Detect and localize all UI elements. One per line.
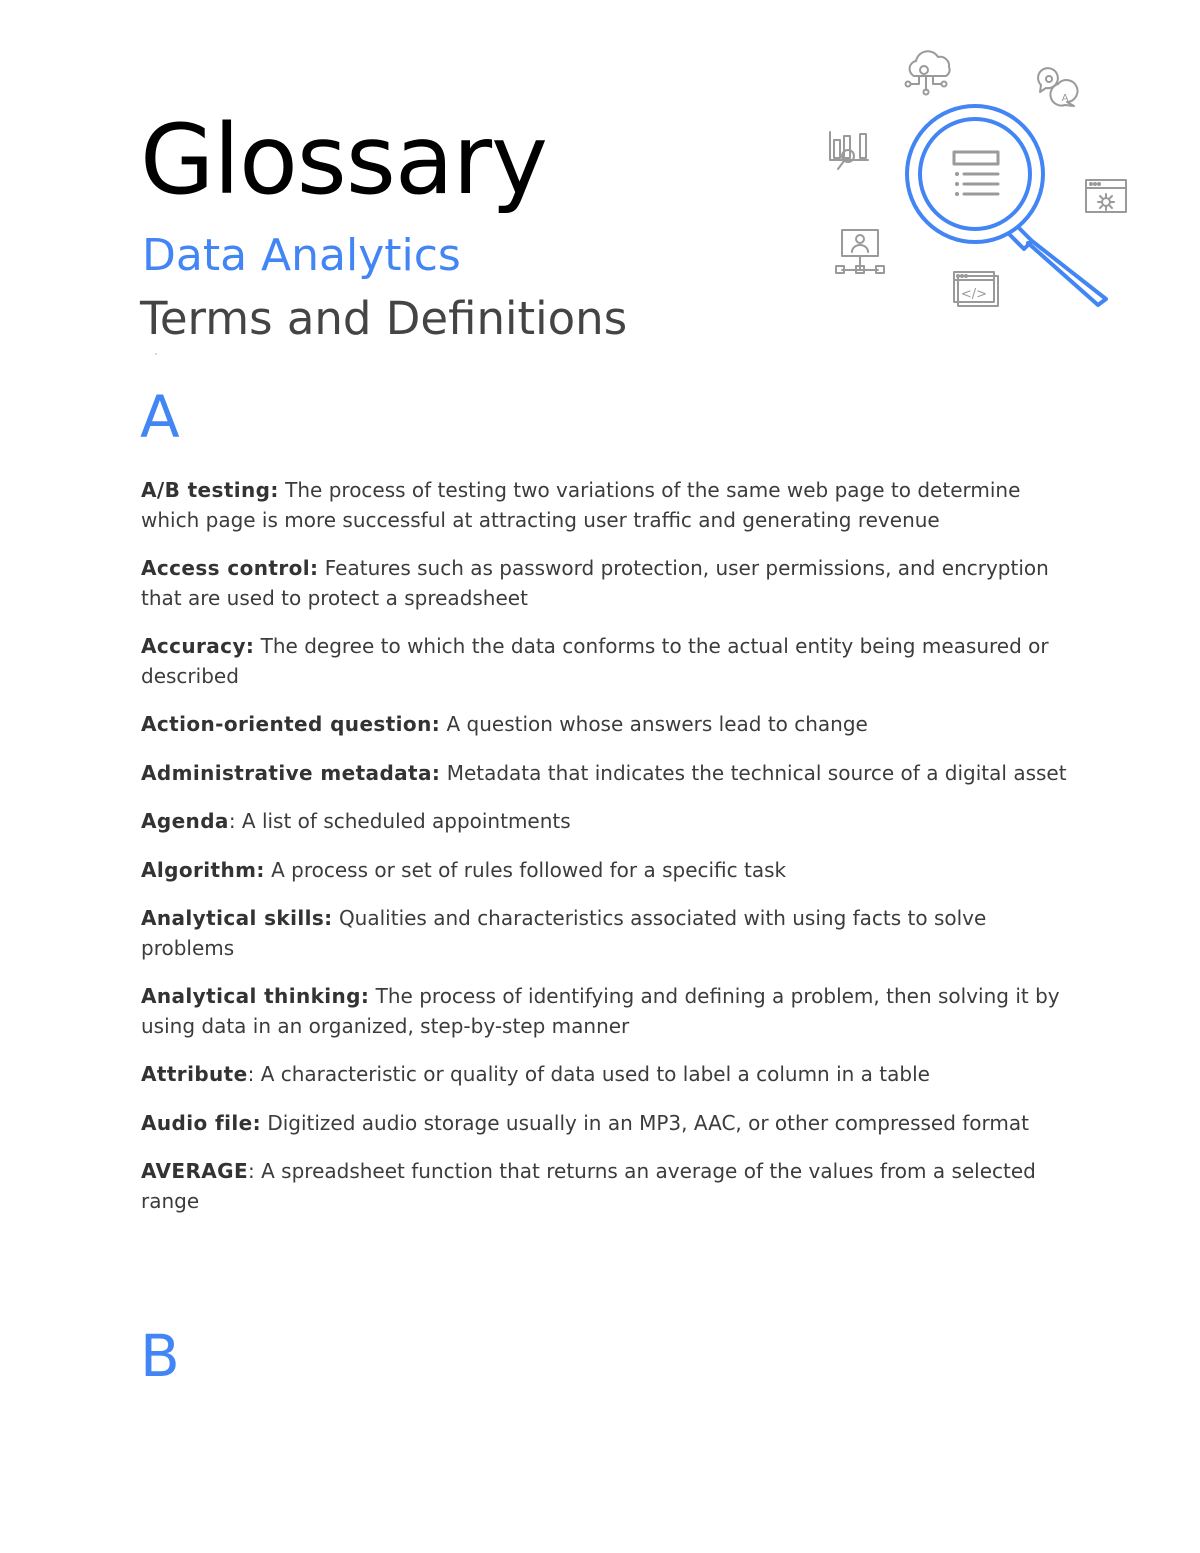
entry-definition: Digitized audio storage usually in an MP3, AAC, or other compressed format xyxy=(267,1110,1029,1135)
entry-definition: : A characteristic or quality of data used to label a column in a table xyxy=(247,1062,930,1086)
bar-chart-icon xyxy=(830,132,868,169)
entry-definition: The degree to which the data conforms to the actual entity being measured or described xyxy=(141,634,1049,688)
section-letter-b: B xyxy=(140,1322,180,1390)
glossary-entries-a xyxy=(141,476,1071,1235)
entry-definition: The process of testing two variations of the same web page to determine which page is more successful at attracting user traffic and generating revenue xyxy=(141,478,1021,532)
entry-term: Algorithm: xyxy=(141,857,265,882)
entry-definition: The process of identifying and defining a problem, then solving it by using data in an organized, step-by-step manner xyxy=(141,984,1060,1038)
glossary-entry xyxy=(141,904,1071,963)
glossary-entry xyxy=(141,856,1071,886)
entry-term: Accuracy: xyxy=(141,634,255,658)
page-tagline: Terms and Definitions xyxy=(140,292,628,345)
glossary-entry xyxy=(141,1157,1071,1216)
glossary-entry xyxy=(141,807,1071,837)
glossary-entry xyxy=(141,1060,1071,1090)
entry-term: Action-oriented question: xyxy=(141,712,441,736)
chat-letter: A xyxy=(1061,93,1069,104)
section-letter-a: A xyxy=(140,383,180,451)
magnifier-list-icon xyxy=(907,106,1106,305)
decorative-dot xyxy=(155,353,157,355)
code-glyph: </> xyxy=(960,287,988,302)
magnifying-glass-document-illustration xyxy=(820,40,1150,330)
entry-definition: Features such as password protection, user permissions, and encryption that are used to protect a spreadsheet xyxy=(141,556,1049,610)
entry-term: AVERAGE xyxy=(141,1159,249,1183)
chat-bubbles-icon xyxy=(1038,68,1077,106)
user-network-icon xyxy=(836,230,884,273)
entry-definition: : A list of scheduled appointments xyxy=(228,809,571,833)
code-window-icon xyxy=(954,272,998,306)
entry-definition: Qualities and characteristics associated with using facts to solve problems xyxy=(141,906,987,960)
entry-term: A/B testing: xyxy=(141,478,279,502)
cloud-network-icon xyxy=(906,51,950,94)
glossary-entry xyxy=(141,710,1071,740)
glossary-entry xyxy=(141,632,1071,691)
entry-term: Audio file: xyxy=(141,1110,261,1135)
page-subtitle: Data Analytics xyxy=(142,230,461,281)
entry-term: Administrative metadata: xyxy=(141,760,441,785)
settings-window-icon xyxy=(1086,180,1126,212)
entry-term: Analytical skills: xyxy=(141,906,333,930)
entry-term: Attribute xyxy=(141,1062,248,1086)
glossary-entry xyxy=(141,1109,1071,1139)
glossary-entry xyxy=(141,759,1071,789)
glossary-entry xyxy=(141,982,1071,1041)
entry-definition: A question whose answers lead to change xyxy=(446,712,868,736)
glossary-entry xyxy=(141,554,1071,613)
entry-term: Access control: xyxy=(141,556,319,580)
entry-definition: : A spreadsheet function that returns an average of the values from a selected range xyxy=(141,1159,1036,1213)
entry-term: Agenda xyxy=(141,809,229,833)
page-title: Glossary xyxy=(140,104,547,216)
entry-definition: A process or set of rules followed for a specific task xyxy=(271,857,787,882)
glossary-entry xyxy=(141,476,1071,535)
entry-definition: Metadata that indicates the technical source of a digital asset xyxy=(446,760,1067,785)
entry-term: Analytical thinking: xyxy=(141,984,370,1008)
